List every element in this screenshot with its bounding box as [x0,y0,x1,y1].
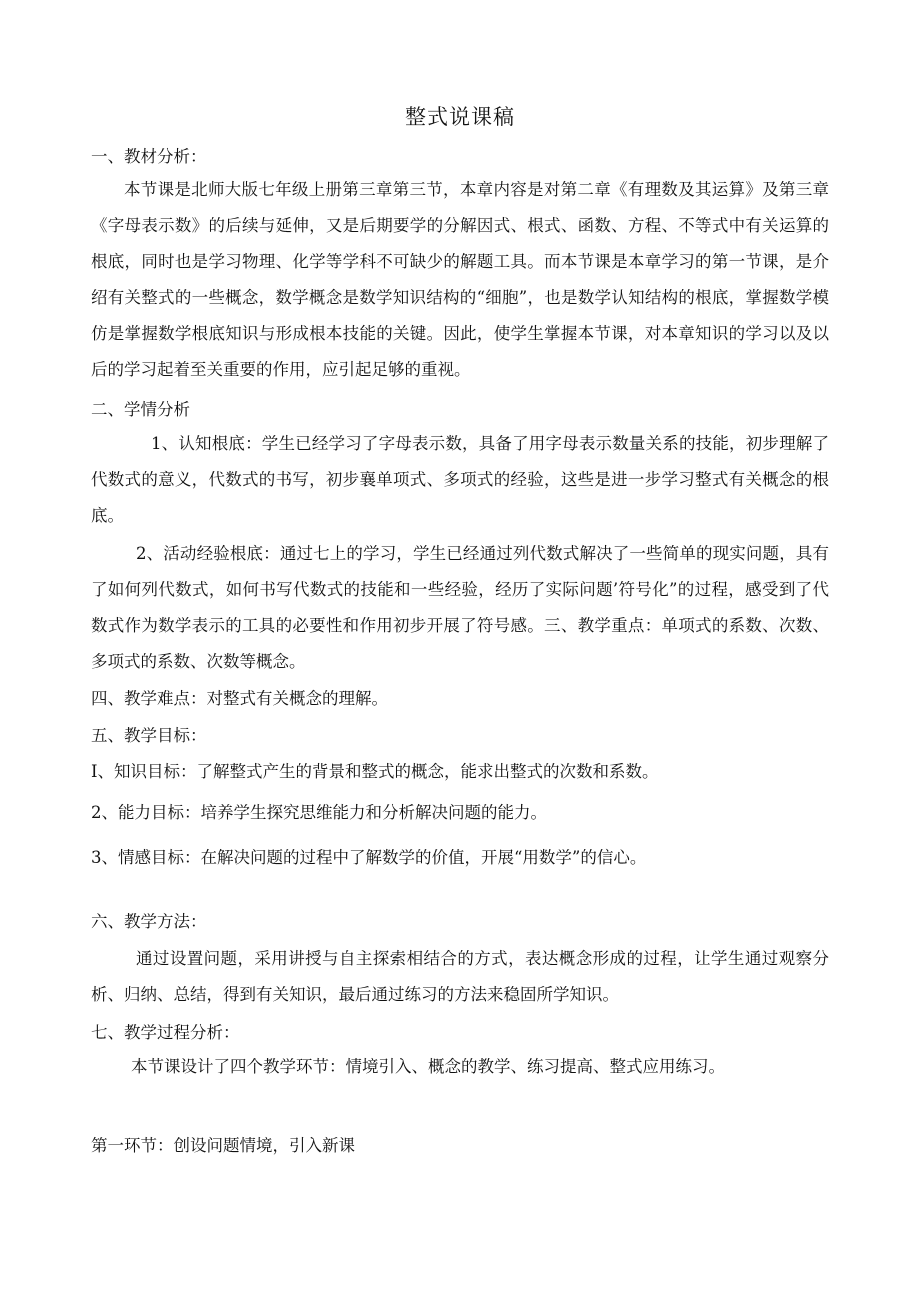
section-heading-teaching-difficulty: 四、教学难点：对整式有关概念的理解。 [91,689,388,708]
paragraph-activity-experience: 2、活动经验根底：通过七上的学习，学生已经通过列代数式解决了一些简单的现实问题，具有了如何列代数式，如何书写代数式的技能和一些经验，经历了实际问题’符号化”的过程，感受到了代数式作为数学表示的工具的必要性和作用初步开展了符号感。三、教学重点：单项式的系数、次数、多项式的系数、次数等概念。 [91,544,829,671]
paragraph-textbook-analysis: 本节课是北师大版七年级上册第三章第三节，本章内容是对第二章《有理数及其运算》及第三章《字母表示数》的后续与延伸，又是后期要学的分解因式、根式、函数、方程、不等式中有关运算的根底，同时也是学习物理、化学等学科不可缺少的解题工具。而本节课是本章学习的第一节课，是介绍有关整式的一些概念，数学概念是数学知识结构的“细胞”，也是数学认知结构的根底，掌握数学模仿是掌握数学根底知识与形成根本技能的关键。因此，使学生掌握本节课，对本章知识的学习以及以后的学习起着至关重要的作用，应引起足够的重视。 [91,180,829,379]
teaching-process-summary: 本节课设计了四个教学环节：情境引入、概念的教学、练习提高、整式应用练习。 [131,1057,725,1076]
goal-ability: 2、能力目标：培养学生探究思维能力和分析解决问题的能力。 [91,803,547,822]
document-title: 整式说课稿 [405,105,515,129]
section-heading-textbook-analysis: 一、教材分析： [91,147,207,166]
section-heading-teaching-goals: 五、教学目标： [91,726,207,745]
paragraph-cognitive-foundation: 1、认知根底：学生已经学习了字母表示数，具备了用字母表示数量关系的技能，初步理解了代数式的意义，代数式的书写，初步襄单项式、多项式的经验，这些是进一步学习整式有关概念的根底。 [91,434,829,525]
stage-one-heading: 第一环节：创设问题情境，引入新课 [91,1136,355,1155]
goal-knowledge: I、知识目标：了解整式产生的背景和整式的概念，能求出整式的次数和系数。 [91,762,659,781]
section-heading-teaching-method: 六、教学方法： [91,912,207,931]
goal-emotion: 3、情感目标：在解决问题的过程中了解数学的价值，开展“用数学”的信心。 [91,848,647,867]
section-heading-teaching-process: 七、教学过程分析： [91,1023,240,1042]
paragraph-teaching-method: 通过设置问题，采用讲授与自主探索相结合的方式，表达概念形成的过程，让学生通过观察分析、归纳、总结，得到有关知识，最后通过练习的方法来稳固所学知识。 [91,949,829,1004]
section-heading-student-analysis: 二、学情分析 [91,400,190,419]
